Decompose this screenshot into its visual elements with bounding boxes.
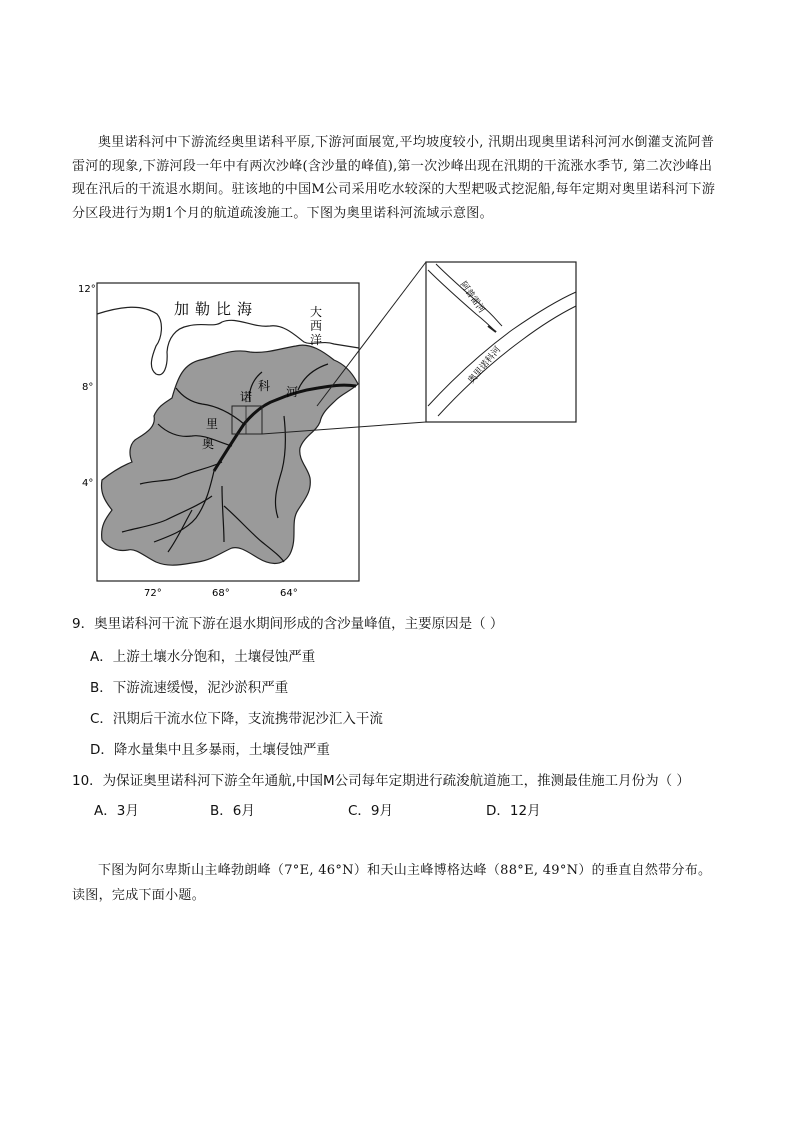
question-9-stem: 9．奥里诺科河干流下游在退水期间形成的含沙量峰值，主要原因是（ ）	[72, 616, 504, 632]
ocean-char-3: 洋	[310, 333, 323, 347]
lon-label-68: 68°	[212, 588, 230, 596]
q9-option-c: C．汛期后干流水位下降，支流携带泥沙汇入干流	[90, 711, 383, 727]
lon-label-64: 64°	[280, 588, 298, 596]
lat-label-12: 12°	[78, 284, 96, 295]
intro-paragraph: 奥里诺科河中下游流经奥里诺科平原,下游河面展宽,平均坡度较小, 汛期出现奥里诺科河河水倒灌支流阿普雷河的现象,下游河段一年中有两次沙峰(含沙量的峰值),第一次沙峰出现在汛期的干流涨水季节, 第二次沙峰出现在汛后的干流退水期间。驻该地的中国M公司采用吃水较深的大型耙吸式挖泥船,每年定期对奥里诺科河下游分区段进行为期1个月的航道疏浚施工。下图为奥里诺科河流域示意图。	[72, 135, 716, 221]
river-char-ke: 科	[258, 379, 271, 393]
question-10-stem: 10．为保证奥里诺科河下游全年通航,中国M公司每年定期进行疏浚航道施工，推测最佳施工月份为（ ）	[72, 773, 690, 789]
inset-label-apure: 阿普雷河	[457, 279, 487, 316]
q10-option-a: A．3月	[94, 803, 139, 819]
lon-label-72: 72°	[144, 588, 162, 596]
orinoco-basin-map	[72, 256, 592, 596]
lat-label-8: 8°	[82, 382, 94, 393]
next-section-intro: 下图为阿尔卑斯山主峰勃朗峰（7°E, 46°N）和天山主峰博格达峰（88°E, 49°N）的垂直自然带分布。读图，完成下面小题。	[72, 863, 712, 903]
river-char-he: 河	[286, 385, 299, 399]
q10-option-b: B．6月	[210, 803, 255, 819]
river-char-ao: 奥	[202, 437, 215, 451]
q9-option-b: B．下游流速缓慢，泥沙淤积严重	[90, 680, 289, 696]
q9-option-d: D．降水量集中且多暴雨，土壤侵蚀严重	[90, 742, 330, 758]
q9-option-a: A．上游土壤水分饱和，土壤侵蚀严重	[90, 649, 316, 665]
lat-label-4: 4°	[82, 478, 94, 489]
q10-option-d: D．12月	[486, 803, 541, 819]
inset-label-orinoco: 奥里诺科河	[466, 345, 504, 386]
river-char-li: 里	[206, 417, 219, 431]
q10-options	[94, 799, 614, 821]
river-char-nuo: 诺	[240, 390, 253, 404]
sea-label: 加勒比海	[174, 300, 259, 318]
ocean-char-2: 西	[310, 319, 323, 333]
q10-option-c: C．9月	[348, 803, 394, 819]
ocean-char-1: 大	[310, 305, 323, 319]
